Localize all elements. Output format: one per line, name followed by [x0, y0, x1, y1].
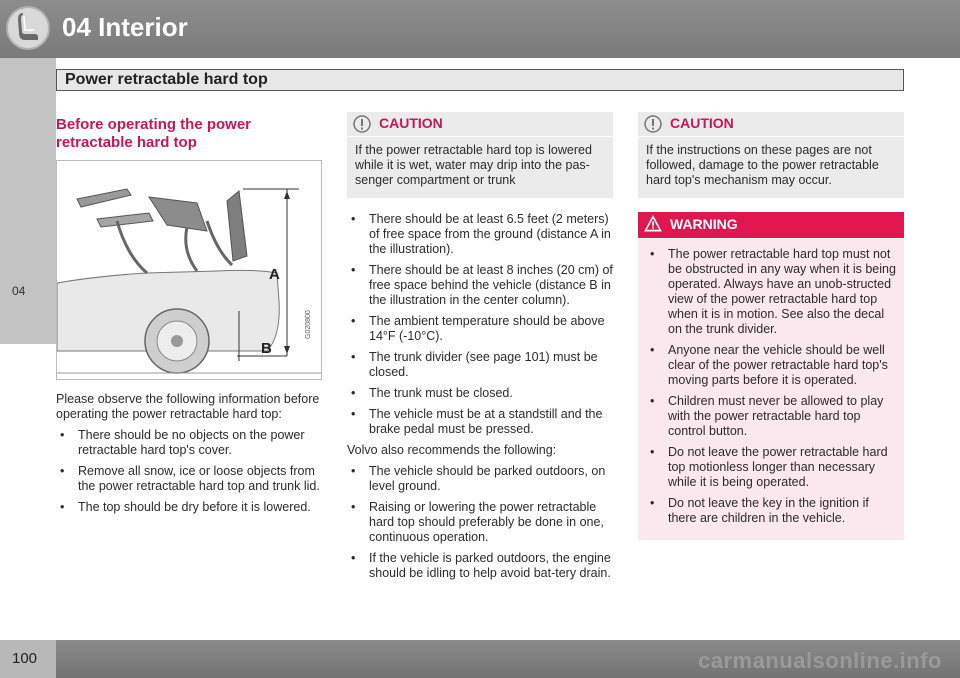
- caution-box: [638, 112, 904, 198]
- footer-page-tab: [0, 640, 56, 678]
- pre-check-list: [56, 428, 322, 515]
- caution-text: If the power retractable hard top is lowered while it is wet, water may drip into the pas-senger compartment or trunk: [355, 143, 592, 187]
- section-title: Power retractable hard top: [65, 71, 268, 88]
- list-item: • Children must never be allowed to play with the power retractable hard top control button.: [650, 394, 884, 438]
- list-item: • There should be no objects on the power retractable hard top's cover.: [60, 428, 305, 457]
- warning-header: [638, 212, 904, 239]
- caution-header: [638, 112, 904, 137]
- caution-box: [347, 112, 613, 198]
- chapter-title: 04 Interior: [62, 12, 188, 42]
- section-subheading: Before operating the power retractable hard top: [56, 116, 252, 151]
- warning-triangle-icon: [644, 215, 662, 233]
- recommendations-list: [347, 464, 613, 581]
- list-item: • There should be at least 6.5 feet (2 meters) of free space from the ground (distance A in the illustration).: [351, 212, 611, 256]
- list-item: • Do not leave the power retractable hard top motionless longer than necessary while it is being operated.: [650, 445, 888, 489]
- caution-text: If the instructions on these pages are not followed, damage to the power retractable hard top's mechanism may occur.: [646, 143, 879, 187]
- seat-icon: [6, 6, 50, 50]
- list-item: • The ambient temperature should be above 14°F (-10°C).: [351, 314, 605, 343]
- section-bar: [56, 69, 904, 91]
- dimension-label-a: A: [269, 266, 280, 283]
- warning-box: [638, 212, 904, 540]
- list-item: • There should be at least 8 inches (20 cm) of free space behind the vehicle (distance B in the illustration in the center column).: [351, 263, 613, 307]
- column-left: [56, 112, 322, 521]
- requirements-list: [347, 212, 613, 437]
- caution-title: CAUTION: [670, 115, 734, 131]
- figure-code: G020800: [305, 310, 312, 339]
- intro-paragraph: Please observe the following information before operating the power retractable hard top:: [56, 392, 320, 421]
- side-tab-label: 04: [12, 284, 26, 298]
- column-right: [638, 112, 904, 554]
- list-item: • Remove all snow, ice or loose objects from the power retractable hard top and trunk lid.: [60, 464, 320, 493]
- watermark: carmanualsonline.info: [698, 648, 942, 673]
- exclamation-icon: [353, 115, 371, 133]
- list-item: • Raising or lowering the power retractable hard top should preferably be done in one, continuous operation.: [351, 500, 604, 544]
- list-item: • Do not leave the key in the ignition if there are children in the vehicle.: [650, 496, 869, 525]
- chapter-header: [0, 0, 960, 58]
- list-item: • The trunk divider (see page 101) must be closed.: [351, 350, 598, 379]
- list-item: • The vehicle should be parked outdoors, on level ground.: [351, 464, 606, 493]
- page-number: 100: [12, 650, 38, 667]
- list-item: • Anyone near the vehicle should be well clear of the power retractable hard top's moving parts before it is operated.: [650, 343, 888, 387]
- list-item: • The vehicle must be at a standstill and the brake pedal must be pressed.: [351, 407, 603, 436]
- list-item: • The power retractable hard top must not be obstructed in any way when it is being operated. Always have an unob-structed view of the power retractable hard top when it is in motion. See also the decal on the trunk divider.: [650, 247, 896, 336]
- page-footer: [0, 640, 960, 678]
- exclamation-icon: [644, 115, 662, 133]
- hardtop-illustration: [56, 160, 322, 380]
- warning-list: [646, 247, 896, 526]
- caution-header: [347, 112, 613, 137]
- list-item: • If the vehicle is parked outdoors, the engine should be idling to help avoid bat-tery drain.: [351, 551, 611, 580]
- caution-title: CAUTION: [379, 115, 443, 131]
- list-item: • The trunk must be closed.: [351, 386, 513, 400]
- dimension-label-b: B: [261, 340, 272, 357]
- column-middle: [347, 112, 613, 587]
- warning-title: WARNING: [670, 216, 738, 232]
- warning-body: [638, 239, 904, 540]
- list-item: • The top should be dry before it is lowered.: [60, 500, 311, 514]
- recommend-paragraph: Volvo also recommends the following:: [347, 443, 557, 457]
- chapter-side-tab: [0, 58, 56, 344]
